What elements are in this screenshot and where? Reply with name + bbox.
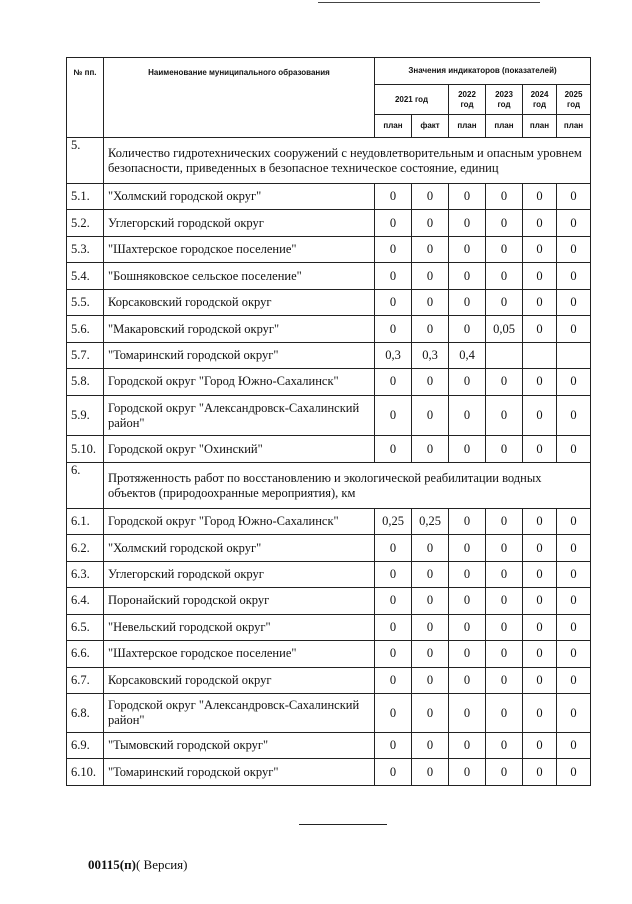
- indicator-value: 0: [375, 614, 412, 640]
- row-number: 6.8.: [67, 694, 104, 733]
- indicator-value: 0: [449, 289, 486, 315]
- indicator-value: 0: [412, 614, 449, 640]
- row-number: 6.3.: [67, 561, 104, 587]
- indicator-value: 0: [557, 210, 591, 236]
- indicator-value: 0: [375, 183, 412, 209]
- indicator-value: 0: [449, 732, 486, 758]
- table-row: [67, 508, 591, 534]
- indicator-value: 0: [557, 759, 591, 786]
- indicator-value: 0: [412, 395, 449, 436]
- municipality-name: Городской округ "Александровск-Сахалинский район": [104, 694, 375, 733]
- indicator-value: 0: [557, 694, 591, 733]
- table-row: [67, 395, 591, 436]
- indicator-value: 0: [412, 210, 449, 236]
- indicator-value: 0: [449, 395, 486, 436]
- indicator-value: 0: [412, 561, 449, 587]
- document-code-number: 00115(п): [88, 857, 136, 872]
- indicator-value: 0: [486, 561, 523, 587]
- indicator-value: 0: [412, 263, 449, 289]
- table-row: [67, 535, 591, 561]
- header-indicators: Значения индикаторов (показателей): [375, 58, 591, 85]
- row-number: 6.: [67, 462, 104, 508]
- indicator-value: 0: [375, 641, 412, 667]
- indicator-value: 0: [486, 183, 523, 209]
- table-row: [67, 289, 591, 315]
- section-row: [67, 462, 591, 508]
- row-number: 5.4.: [67, 263, 104, 289]
- document-version: ( Версия): [135, 857, 188, 872]
- header-kind: план: [449, 115, 486, 138]
- indicator-value: 0: [375, 561, 412, 587]
- indicator-value: 0: [412, 667, 449, 693]
- indicator-value: 0: [486, 667, 523, 693]
- indicator-value: 0: [375, 694, 412, 733]
- indicator-value: 0: [449, 236, 486, 262]
- indicator-value: 0: [486, 614, 523, 640]
- row-number: 5.: [67, 138, 104, 184]
- indicator-value: 0: [557, 508, 591, 534]
- indicator-value: 0: [523, 263, 557, 289]
- indicator-value: 0: [375, 732, 412, 758]
- header-year-2021: 2021 год: [375, 85, 449, 115]
- indicator-value: 0: [557, 732, 591, 758]
- indicator-value: 0,25: [412, 508, 449, 534]
- indicator-value: 0: [523, 561, 557, 587]
- municipality-name: "Невельский городской округ": [104, 614, 375, 640]
- row-number: 6.1.: [67, 508, 104, 534]
- municipality-name: "Макаровский городской округ": [104, 316, 375, 342]
- indicator-value: 0,3: [412, 342, 449, 368]
- indicator-value: 0,05: [486, 316, 523, 342]
- indicator-value: 0: [523, 436, 557, 462]
- indicator-value: 0: [557, 289, 591, 315]
- header-year-2022: 2022 год: [449, 85, 486, 115]
- municipality-name: "Холмский городской округ": [104, 183, 375, 209]
- section-title: Протяженность работ по восстановлению и экологической реабилитации водных объектов (природоохранные мероприятия), км: [104, 462, 591, 508]
- indicator-value: 0: [557, 667, 591, 693]
- top-rule: [318, 2, 540, 3]
- table-row: [67, 667, 591, 693]
- indicator-value: 0: [557, 588, 591, 614]
- indicator-value: 0,3: [375, 342, 412, 368]
- footer-rule: [299, 824, 387, 825]
- municipality-name: "Томаринский городской округ": [104, 759, 375, 786]
- indicator-value: 0: [523, 369, 557, 395]
- table-body: [67, 138, 591, 786]
- table-row: [67, 694, 591, 733]
- indicator-value: 0: [375, 667, 412, 693]
- indicator-value: 0: [449, 436, 486, 462]
- municipality-name: Городской округ "Охинский": [104, 436, 375, 462]
- indicator-value: 0: [557, 183, 591, 209]
- table-row: [67, 561, 591, 587]
- indicator-value: [486, 342, 523, 368]
- indicator-value: 0: [412, 759, 449, 786]
- indicator-value: 0: [375, 289, 412, 315]
- indicator-value: 0: [523, 316, 557, 342]
- indicator-value: 0: [557, 535, 591, 561]
- indicator-value: 0: [557, 614, 591, 640]
- header-name: Наименование муниципального образования: [104, 58, 375, 138]
- indicator-value: 0: [523, 508, 557, 534]
- table-row: [67, 759, 591, 786]
- row-number: 5.10.: [67, 436, 104, 462]
- indicator-value: 0: [449, 210, 486, 236]
- indicator-value: 0: [523, 210, 557, 236]
- row-number: 5.5.: [67, 289, 104, 315]
- indicator-value: 0: [412, 183, 449, 209]
- table-row: [67, 342, 591, 368]
- indicator-value: [557, 342, 591, 368]
- indicator-value: 0: [449, 183, 486, 209]
- indicator-value: 0: [375, 535, 412, 561]
- municipality-name: Корсаковский городской округ: [104, 667, 375, 693]
- municipality-name: "Шахтерское городское поселение": [104, 236, 375, 262]
- indicator-value: 0: [412, 535, 449, 561]
- municipality-name: Поронайский городской округ: [104, 588, 375, 614]
- indicator-value: 0: [557, 641, 591, 667]
- indicator-value: 0: [557, 369, 591, 395]
- indicator-value: 0: [486, 395, 523, 436]
- table-row: [67, 641, 591, 667]
- indicator-value: 0: [412, 289, 449, 315]
- header-kind: план: [486, 115, 523, 138]
- section-row: [67, 138, 591, 184]
- indicator-value: 0: [412, 732, 449, 758]
- indicator-value: 0: [557, 263, 591, 289]
- row-number: 6.2.: [67, 535, 104, 561]
- indicator-value: 0: [449, 641, 486, 667]
- table-row: [67, 732, 591, 758]
- indicator-value: 0: [523, 641, 557, 667]
- header-num: № пп.: [67, 58, 104, 138]
- indicator-value: 0: [412, 641, 449, 667]
- indicator-value: 0: [557, 316, 591, 342]
- indicator-value: 0: [375, 436, 412, 462]
- indicators-table: [66, 57, 587, 786]
- row-number: 6.6.: [67, 641, 104, 667]
- municipality-name: "Шахтерское городское поселение": [104, 641, 375, 667]
- indicator-value: 0: [412, 694, 449, 733]
- row-number: 5.7.: [67, 342, 104, 368]
- header-kind: план: [375, 115, 412, 138]
- indicator-value: 0: [375, 759, 412, 786]
- row-number: 5.1.: [67, 183, 104, 209]
- row-number: 5.8.: [67, 369, 104, 395]
- indicator-value: 0: [449, 614, 486, 640]
- indicator-value: 0: [486, 236, 523, 262]
- row-number: 6.4.: [67, 588, 104, 614]
- indicator-value: 0: [449, 508, 486, 534]
- municipality-name: Корсаковский городской округ: [104, 289, 375, 315]
- indicator-value: 0: [449, 263, 486, 289]
- header-kind: план: [523, 115, 557, 138]
- municipality-name: Углегорский городской округ: [104, 210, 375, 236]
- indicator-value: 0: [523, 535, 557, 561]
- indicator-value: 0: [486, 289, 523, 315]
- indicator-value: 0: [412, 236, 449, 262]
- table-row: [67, 236, 591, 262]
- municipality-name: Городской округ "Город Южно-Сахалинск": [104, 369, 375, 395]
- indicator-value: 0: [449, 535, 486, 561]
- header-year-2025: 2025 год: [557, 85, 591, 115]
- indicator-value: 0: [557, 236, 591, 262]
- row-number: 5.3.: [67, 236, 104, 262]
- indicator-value: 0: [449, 667, 486, 693]
- municipality-name: Городской округ "Город Южно-Сахалинск": [104, 508, 375, 534]
- table-row: [67, 263, 591, 289]
- indicator-value: 0: [523, 395, 557, 436]
- row-number: 5.6.: [67, 316, 104, 342]
- indicator-value: 0: [557, 395, 591, 436]
- indicator-value: 0: [523, 694, 557, 733]
- indicator-value: 0: [523, 588, 557, 614]
- municipality-name: Углегорский городской округ: [104, 561, 375, 587]
- indicator-value: 0,4: [449, 342, 486, 368]
- header-kind: план: [557, 115, 591, 138]
- table-row: [67, 210, 591, 236]
- indicator-value: 0: [375, 236, 412, 262]
- municipality-name: Городской округ "Александровск-Сахалинский район": [104, 395, 375, 436]
- table-row: [67, 436, 591, 462]
- indicator-value: 0: [523, 667, 557, 693]
- header-year-2023: 2023 год: [486, 85, 523, 115]
- indicator-value: 0,25: [375, 508, 412, 534]
- indicator-value: 0: [375, 316, 412, 342]
- indicator-value: 0: [486, 732, 523, 758]
- indicator-value: 0: [375, 263, 412, 289]
- indicator-value: 0: [486, 210, 523, 236]
- indicator-value: 0: [523, 183, 557, 209]
- table-row: [67, 614, 591, 640]
- indicator-value: 0: [523, 732, 557, 758]
- indicator-value: 0: [523, 236, 557, 262]
- row-number: 5.2.: [67, 210, 104, 236]
- indicator-value: 0: [375, 395, 412, 436]
- indicator-value: 0: [486, 436, 523, 462]
- indicator-value: 0: [486, 535, 523, 561]
- indicator-value: 0: [486, 263, 523, 289]
- table-row: [67, 588, 591, 614]
- document-code: [88, 857, 188, 873]
- indicator-value: 0: [557, 436, 591, 462]
- indicator-value: 0: [449, 588, 486, 614]
- indicator-value: 0: [523, 614, 557, 640]
- municipality-name: "Томаринский городской округ": [104, 342, 375, 368]
- municipality-name: "Холмский городской округ": [104, 535, 375, 561]
- indicator-value: 0: [449, 759, 486, 786]
- indicator-value: 0: [486, 694, 523, 733]
- row-number: 6.9.: [67, 732, 104, 758]
- header-kind: факт: [412, 115, 449, 138]
- indicator-value: 0: [375, 588, 412, 614]
- indicator-value: 0: [412, 316, 449, 342]
- indicator-value: 0: [412, 588, 449, 614]
- indicator-value: 0: [375, 369, 412, 395]
- section-title: Количество гидротехнических сооружений с неудовлетворительным и опасным уровнем безопасности, приведенных в безопасное техническое состояние, единиц: [104, 138, 591, 184]
- indicator-value: 0: [412, 436, 449, 462]
- table-row: [67, 183, 591, 209]
- row-number: 5.9.: [67, 395, 104, 436]
- indicator-value: 0: [412, 369, 449, 395]
- indicator-value: 0: [523, 289, 557, 315]
- indicator-value: 0: [449, 561, 486, 587]
- row-number: 6.5.: [67, 614, 104, 640]
- indicator-value: 0: [486, 641, 523, 667]
- table-row: [67, 369, 591, 395]
- municipality-name: "Тымовский городской округ": [104, 732, 375, 758]
- indicator-value: 0: [486, 369, 523, 395]
- indicator-value: 0: [375, 210, 412, 236]
- indicator-value: 0: [449, 369, 486, 395]
- indicator-value: [523, 342, 557, 368]
- indicator-value: 0: [523, 759, 557, 786]
- municipality-name: "Бошняковское сельское поселение": [104, 263, 375, 289]
- table-row: [67, 316, 591, 342]
- indicator-value: 0: [449, 316, 486, 342]
- row-number: 6.7.: [67, 667, 104, 693]
- indicator-value: 0: [449, 694, 486, 733]
- row-number: 6.10.: [67, 759, 104, 786]
- indicator-value: 0: [486, 759, 523, 786]
- indicator-value: 0: [486, 508, 523, 534]
- indicator-value: 0: [486, 588, 523, 614]
- header-year-2024: 2024 год: [523, 85, 557, 115]
- indicator-value: 0: [557, 561, 591, 587]
